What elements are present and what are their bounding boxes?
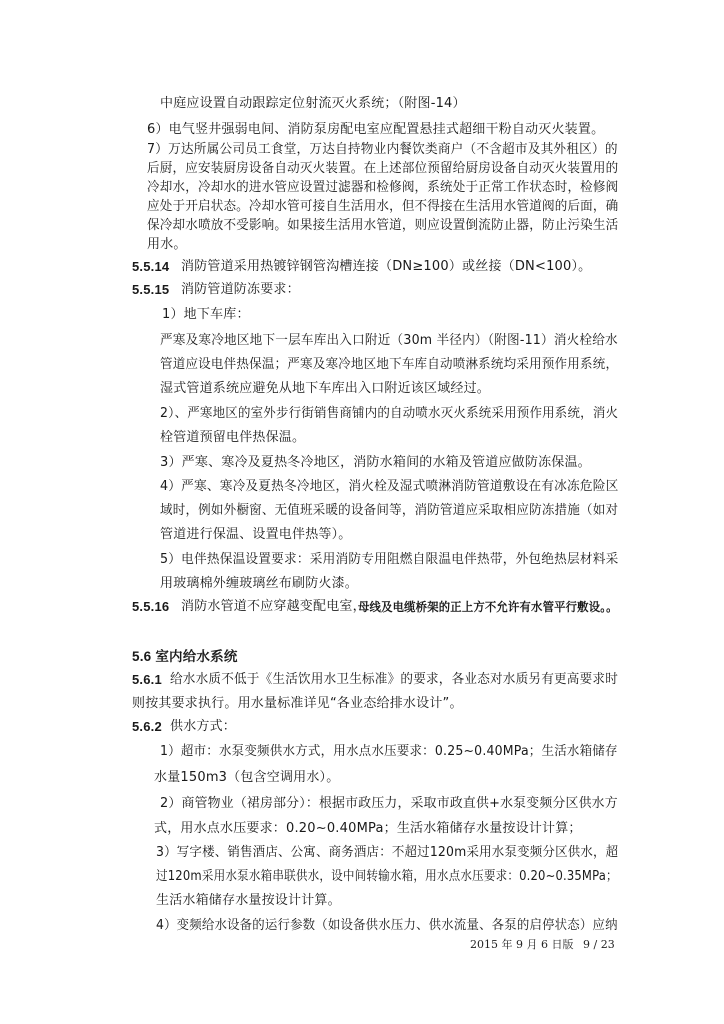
page-number: 9 / 23 bbox=[583, 938, 615, 951]
section-number: 5.6.1 bbox=[132, 672, 162, 687]
text-line: 严寒及寒冷地区地下一层车库出入口附近（30m 半径内）（附图-11）消火栓给水 bbox=[160, 333, 618, 348]
text-line: 应处于开启状态。冷却水管可接自生活用水，但不得接在生活用水管道阀的后面，确 bbox=[147, 199, 619, 214]
text-line: 保冷却水喷放不受影响。如果接生活用水管道，则应设置倒流防止器，防止污染生活 bbox=[147, 218, 619, 233]
section-number: 5.5.16 bbox=[132, 599, 170, 614]
text-line: 管道应设电伴热保温；严寒及寒冷地区地下车库自动喷淋系统均采用预作用系统， bbox=[160, 357, 619, 372]
text-line: 后厨，应安装厨房设备自动灭火装置。在上述部位预留给厨房设备自动灭火装置用的 bbox=[147, 161, 619, 176]
text-line: 2）、严寒地区的室外步行街销售商铺内的自动喷水灭火系统采用预作用系统，消火 bbox=[160, 406, 619, 421]
text-line: 消防管道采用热镀锌钢管沟槽连接（DN≥100）或丝接（DN<100）。 bbox=[181, 259, 592, 274]
text-line: 水量150m3（包含空调用水）。 bbox=[154, 770, 340, 785]
text-line: 1）地下车库： bbox=[162, 307, 250, 322]
section-heading: 5.6 室内给水系统 bbox=[132, 649, 238, 664]
text-line: 湿式管道系统应避免从地下车库出入口附近该区域经过。 bbox=[160, 381, 491, 396]
section-number: 5.5.15 bbox=[132, 282, 170, 297]
text-line: 栓管道预留电伴热保温。 bbox=[160, 430, 306, 445]
text-line: 4）变频给水设备的运行参数（如设备供水压力、供水流量、各泵的启停状态）应纳 bbox=[156, 918, 618, 933]
footer-edition: 2015 年 9 月 6 日版 bbox=[470, 938, 574, 951]
text-line: 5）电伴热保温设置要求：采用消防专用阻燃自限温电伴热带，外包绝热层材料采 bbox=[160, 552, 619, 567]
text-line: 用水。 bbox=[147, 237, 187, 252]
text-line: 中庭应设置自动跟踪定位射流灭火系统；（附图-14） bbox=[160, 96, 466, 111]
text-line: 管道进行保温、设置电伴热等）。 bbox=[160, 527, 352, 542]
text-line: 冷却水，冷却水的进水管应设置过滤器和检修阀，系统处于正常工作状态时，检修阀 bbox=[147, 180, 619, 195]
emphasis-text: 母线及电缆桥架的正上方不允许有水管平行敷设。。 bbox=[358, 600, 618, 614]
text-line: 式，用水点水压要求：0.20~0.40MPa；生活水箱储存水量按设计计算； bbox=[154, 821, 582, 836]
text-line: 3）写字楼、销售酒店、公寓、商务酒店：不超过120m采用水泵变频分区供水，超 bbox=[156, 845, 619, 860]
section-number: 5.5.14 bbox=[132, 259, 170, 274]
text-line: 4）严寒、寒冷及夏热冬冷地区，消火栓及湿式喷淋消防管道敷设在有冰冻危险区 bbox=[160, 479, 619, 494]
text-line: 3）严寒、寒冷及夏热冬冷地区，消防水箱间的水箱及管道应做防冻保温。 bbox=[160, 455, 591, 470]
text-line: 1）超市：水泵变频供水方式，用水点水压要求：0.25~0.40MPa；生活水箱储存 bbox=[160, 744, 618, 759]
text-line: 消防管道防冻要求： bbox=[181, 282, 300, 297]
text-line: 2）商管物业（裙房部分）：根据市政压力，采取市政直供+水泵变频分区供水方 bbox=[160, 796, 618, 811]
text-line: 7）万达所属公司员工食堂，万达自持物业内餐饮类商户（不含超市及其外租区）的 bbox=[147, 142, 618, 157]
text-line: 域时，例如外橱窗、无值班采暖的设备间等，消防管道应采取相应防冻措施（如对 bbox=[160, 503, 619, 518]
text-line: 生活水箱储存水量按设计计算。 bbox=[156, 893, 341, 908]
text-line: 给水水质不低于《生活饮用水卫生标准》的要求，各业态对水质另有更高要求时 bbox=[170, 672, 619, 687]
section-number: 5.6.2 bbox=[132, 719, 162, 734]
text-line: 则按其要求执行。用水量标准详见“各业态给排水设计”。 bbox=[132, 696, 463, 711]
text-line: 消防水管道不应穿越变配电室， bbox=[181, 599, 366, 614]
text-line: 用玻璃棉外缠玻璃丝布刷防火漆。 bbox=[160, 576, 359, 591]
text-line: 过120m采用水泵水箱串联供水，设中间转输水箱，用水点水压要求：0.20~0.35MPa； bbox=[156, 869, 618, 884]
text-line: 6）电气竖井强弱电间、消防泵房配电室应配置悬挂式超细干粉自动灭火装置。 bbox=[147, 122, 605, 137]
text-line: 供水方式： bbox=[170, 719, 237, 734]
